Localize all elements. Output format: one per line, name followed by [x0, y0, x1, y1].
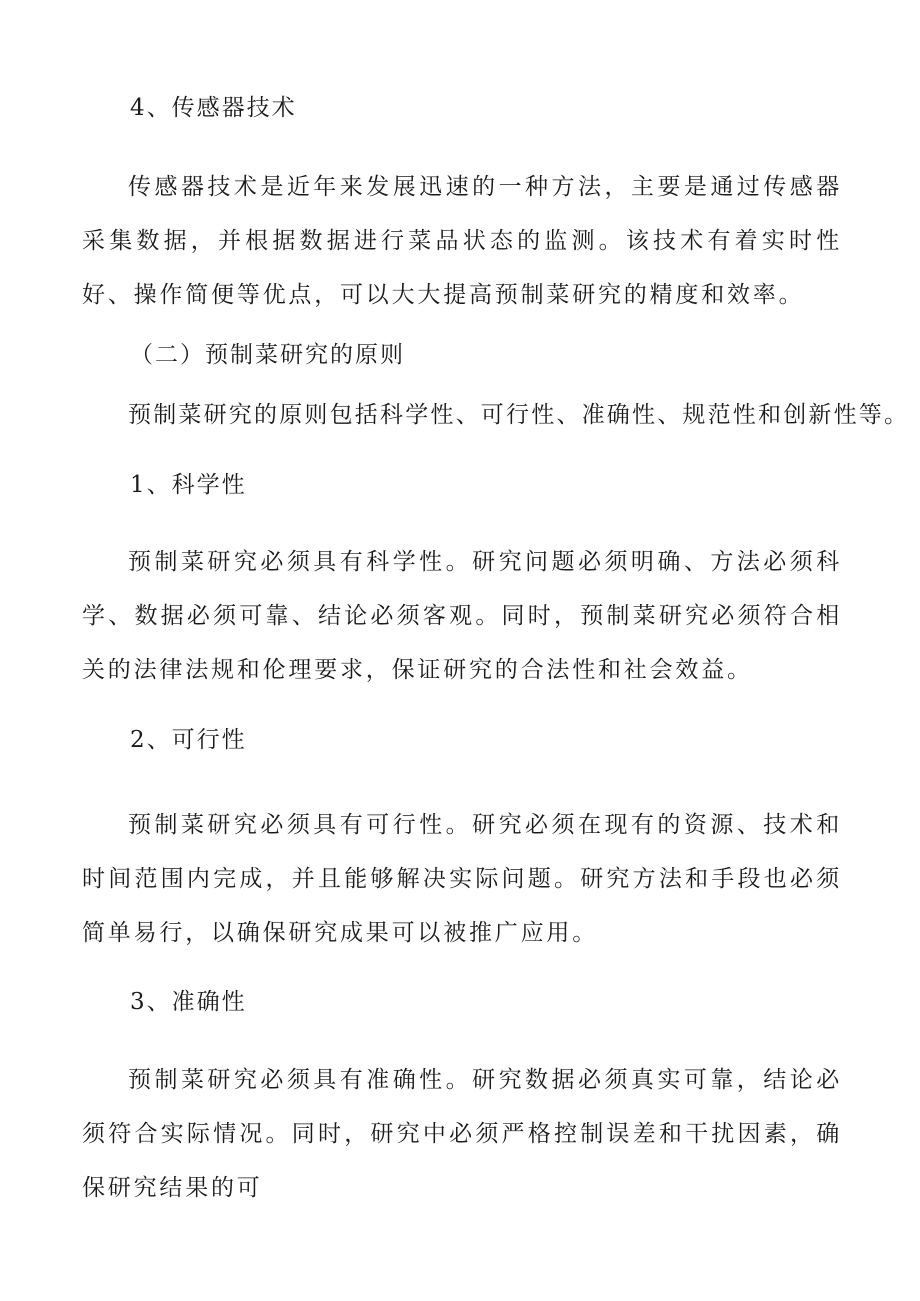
paragraph-sensor-technology: 传感器技术是近年来发展迅速的一种方法，主要是通过传感器采集数据，并根据数据进行菜品状态的监测。该技术有着实时性好、操作简便等优点，可以大大提高预制菜研究的精度和效率。 [82, 174, 842, 308]
paragraph-research-principles: 预制菜研究的原则包括科学性、可行性、准确性、规范性和创新性等。 [128, 402, 910, 428]
heading-feasibility: 2、可行性 [130, 727, 247, 753]
heading-research-principles: （二）预制菜研究的原则 [130, 342, 405, 368]
heading-accuracy: 3、准确性 [130, 989, 247, 1015]
paragraph-feasibility: 预制菜研究必须具有可行性。研究必须在现有的资源、技术和时间范围内完成，并且能够解决实际问题。研究方法和手段也必须简单易行，以确保研究成果可以被推广应用。 [82, 812, 842, 946]
paragraph-scientific: 预制菜研究必须具有科学性。研究问题必须明确、方法必须科学、数据必须可靠、结论必须客观。同时，预制菜研究必须符合相关的法律法规和伦理要求，保证研究的合法性和社会效益。 [82, 549, 842, 683]
heading-scientific: 1、科学性 [130, 472, 247, 498]
heading-sensor-technology: 4、传感器技术 [130, 95, 297, 121]
paragraph-accuracy: 预制菜研究必须具有准确性。研究数据必须真实可靠，结论必须符合实际情况。同时，研究中必须严格控制误差和干扰因素，确保研究结果的可 [82, 1067, 842, 1201]
